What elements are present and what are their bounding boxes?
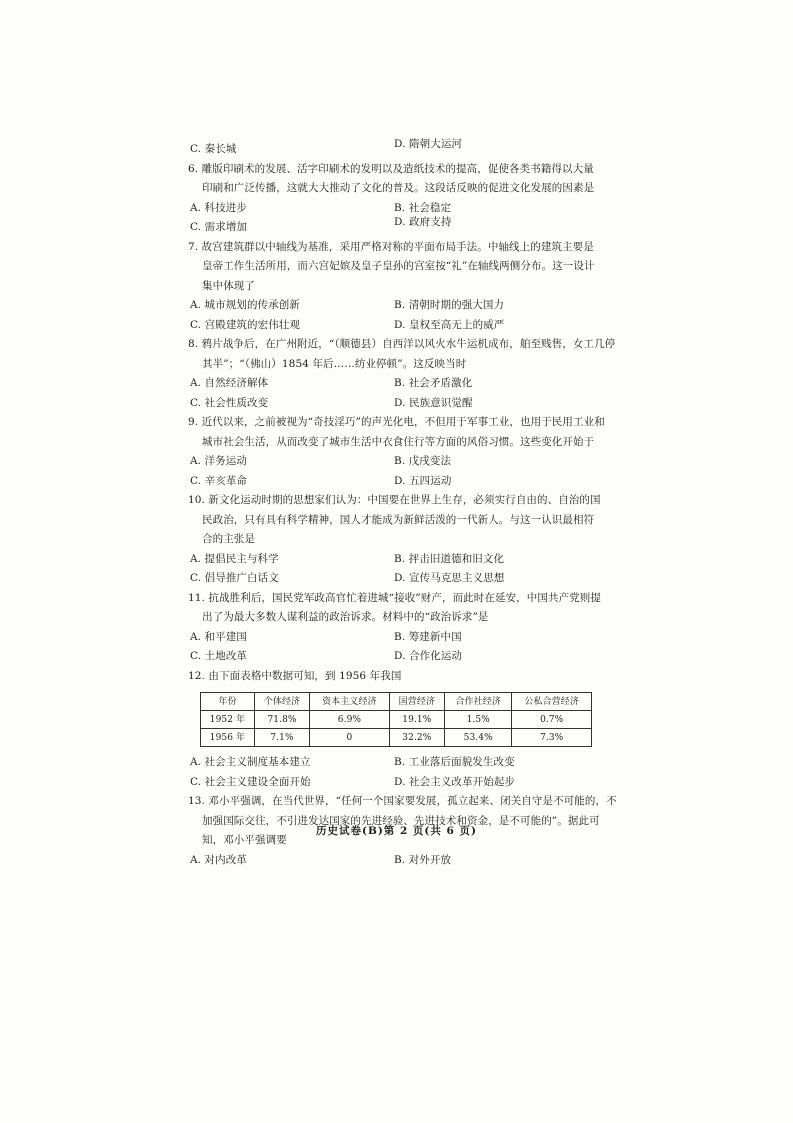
question-9 — [188, 413, 608, 491]
table-cell: 32.2% — [389, 729, 444, 747]
table-cell: 0.7% — [512, 711, 592, 729]
question-12 — [188, 667, 608, 793]
table-cell: 6.9% — [310, 711, 390, 729]
q12-stem-line1: 12. 由下面表格中数据可知，到 1956 年我国 — [188, 669, 402, 682]
table-cell: 53.4% — [444, 729, 511, 747]
q5-options — [188, 140, 608, 160]
q9-option-a: A. 洋务运动 — [190, 455, 247, 467]
table-row — [201, 729, 592, 747]
q7-option-a: A. 城市规划的传承创新 — [190, 299, 300, 311]
q7-stem-line1: 7. 故宫建筑群以中轴线为基准，采用严格对称的平面布局手法。中轴线上的建筑主要是 — [188, 240, 594, 253]
q13-stem-line1: 13. 邓小平强调，在当代世界，“任何一个国家要发展，孤立起来、闭关自守是不可能的，不 — [188, 795, 617, 807]
table-cell: 71.8% — [254, 711, 309, 729]
q9-stem-line1: 9. 近代以来，之前被视为“奇技淫巧”的声光化电，不但用于军事工业，也用于民用工业和 — [188, 416, 605, 428]
q9-stem-line2: 城市社会生活，从而改变了城市生活中衣食住行等方面的风俗习惯。这些变化开始于 — [202, 435, 595, 448]
q6-option-c: C. 需求增加 — [190, 221, 248, 233]
table-row — [201, 711, 592, 729]
q12-option-c: C. 社会主义建设全面开始 — [190, 775, 311, 788]
table-cell: 7.3% — [512, 729, 592, 747]
q12-option-b: B. 工业落后面貌发生改变 — [394, 756, 515, 768]
question-8 — [188, 335, 616, 413]
q6-option-d: D. 政府支持 — [394, 216, 452, 228]
q7-stem-line3: 集中体现了 — [202, 279, 255, 292]
q7-stem-line2: 皇帝工作生活所用，而六宫妃嫔及皇子皇孙的宫室按“礼”在轴线两侧分布。这一设计 — [202, 260, 595, 272]
question-list — [188, 138, 617, 870]
table-header-cell: 公私合营经济 — [512, 693, 592, 711]
q13-stem-line2: 加强国际交往，不引进发达国家的先进经验、先进技术和资金，是不可能的”。据此可 — [202, 814, 600, 827]
q10-option-a: A. 提倡民主与科学 — [190, 552, 279, 565]
q10-option-d: D. 宣传马克思主义思想 — [394, 572, 505, 584]
table-cell: 0 — [310, 729, 390, 747]
table-cell: 1956 年 — [201, 729, 255, 747]
q6-option-b: B. 社会稳定 — [394, 201, 452, 214]
question-7 — [188, 238, 608, 336]
q8-option-b: B. 社会矛盾激化 — [394, 377, 473, 389]
q6-stem-line2: 印刷和广泛传播，这就大大推动了文化的普及。这段话反映的促进文化发展的因素是 — [202, 182, 595, 194]
q5-option-c: C. 秦长城 — [190, 143, 237, 155]
q7-option-c: C. 宫殿建筑的宏伟壮观 — [190, 318, 301, 331]
table-cell: 19.1% — [389, 711, 444, 729]
question-11 — [188, 589, 608, 667]
page-footer: 历史试卷(B)第 2 页(共 6 页) — [316, 825, 477, 837]
question-6 — [188, 160, 608, 238]
q10-stem-line3: 合的主张是 — [202, 533, 255, 545]
q8-option-c: C. 社会性质改变 — [190, 396, 269, 409]
q8-stem-line1: 8. 鸦片战争后，在广州附近，“（顺德县）自西洋以风火水牛运机成布，舶至贱售，女工几停 — [188, 338, 616, 350]
table-cell: 7.1% — [254, 729, 309, 747]
question-10 — [188, 491, 608, 589]
q11-stem-line1: 11. 抗战胜利后，国民党军政高官忙着进城“接收”财产，而此时在延安，中国共产党则提 — [188, 591, 601, 604]
q9-option-c: C. 辛亥革命 — [190, 474, 248, 487]
table-header-cell: 国营经济 — [389, 693, 444, 711]
q8-option-d: D. 民族意识觉醒 — [394, 396, 473, 409]
q7-option-b: B. 清朝时期的强大国力 — [394, 299, 505, 311]
q12-option-d: D. 社会主义改革开始起步 — [394, 775, 516, 788]
q11-option-a: A. 和平建国 — [190, 630, 247, 643]
q13-stem-line3: 知，邓小平强调要 — [202, 834, 287, 846]
table-cell: 1952 年 — [201, 711, 255, 729]
q10-stem-line2: 民政治，只有具有科学精神，国人才能成为新鲜活泼的一代新人。与这一认识最相符 — [202, 513, 595, 526]
q6-option-a: A. 科技进步 — [190, 201, 247, 214]
table-cell: 1.5% — [444, 711, 511, 729]
q11-stem-line2: 出了为最大多数人谋利益的政治诉求。材料中的“政治诉求”是 — [202, 611, 489, 623]
q10-option-b: B. 抨击旧道德和旧文化 — [394, 552, 505, 565]
q13-option-b: B. 对外开放 — [394, 853, 452, 866]
q9-option-d: D. 五四运动 — [394, 474, 452, 487]
q12-option-a: A. 社会主义制度基本建立 — [190, 756, 311, 768]
q8-option-a: A. 自然经济解体 — [190, 377, 269, 389]
table-header-cell: 年份 — [201, 693, 255, 711]
table-header-cell: 资本主义经济 — [310, 693, 390, 711]
q9-option-b: B. 戊戌变法 — [394, 455, 452, 467]
table-header-cell: 个体经济 — [254, 693, 309, 711]
economy-table — [200, 692, 592, 747]
q11-option-b: B. 筹建新中国 — [394, 630, 462, 643]
q10-stem-line1: 10. 新文化运动时期的思想家们认为：中国要在世界上生存，必须实行自由的、自治的国 — [188, 494, 601, 506]
q11-option-c: C. 土地改革 — [190, 650, 248, 662]
q5-option-d: D. 隋朝大运河 — [394, 138, 463, 150]
q13-option-a: A. 对内改革 — [190, 853, 247, 866]
q8-stem-line2: 其半”；“（佛山）1854 年后……纺业停顿”。这反映当时 — [202, 357, 467, 370]
q6-stem-line1: 6. 雕版印刷术的发展、活字印刷术的发明以及造纸技术的提高，促使各类书籍得以大量 — [188, 162, 594, 175]
q7-option-d: D. 皇权至高无上的威严 — [394, 318, 505, 331]
q10-option-c: C. 倡导推广白话文 — [190, 572, 279, 584]
table-header-cell: 合作社经济 — [444, 693, 511, 711]
q11-option-d: D. 合作化运动 — [394, 650, 463, 662]
table-header-row — [201, 693, 592, 711]
